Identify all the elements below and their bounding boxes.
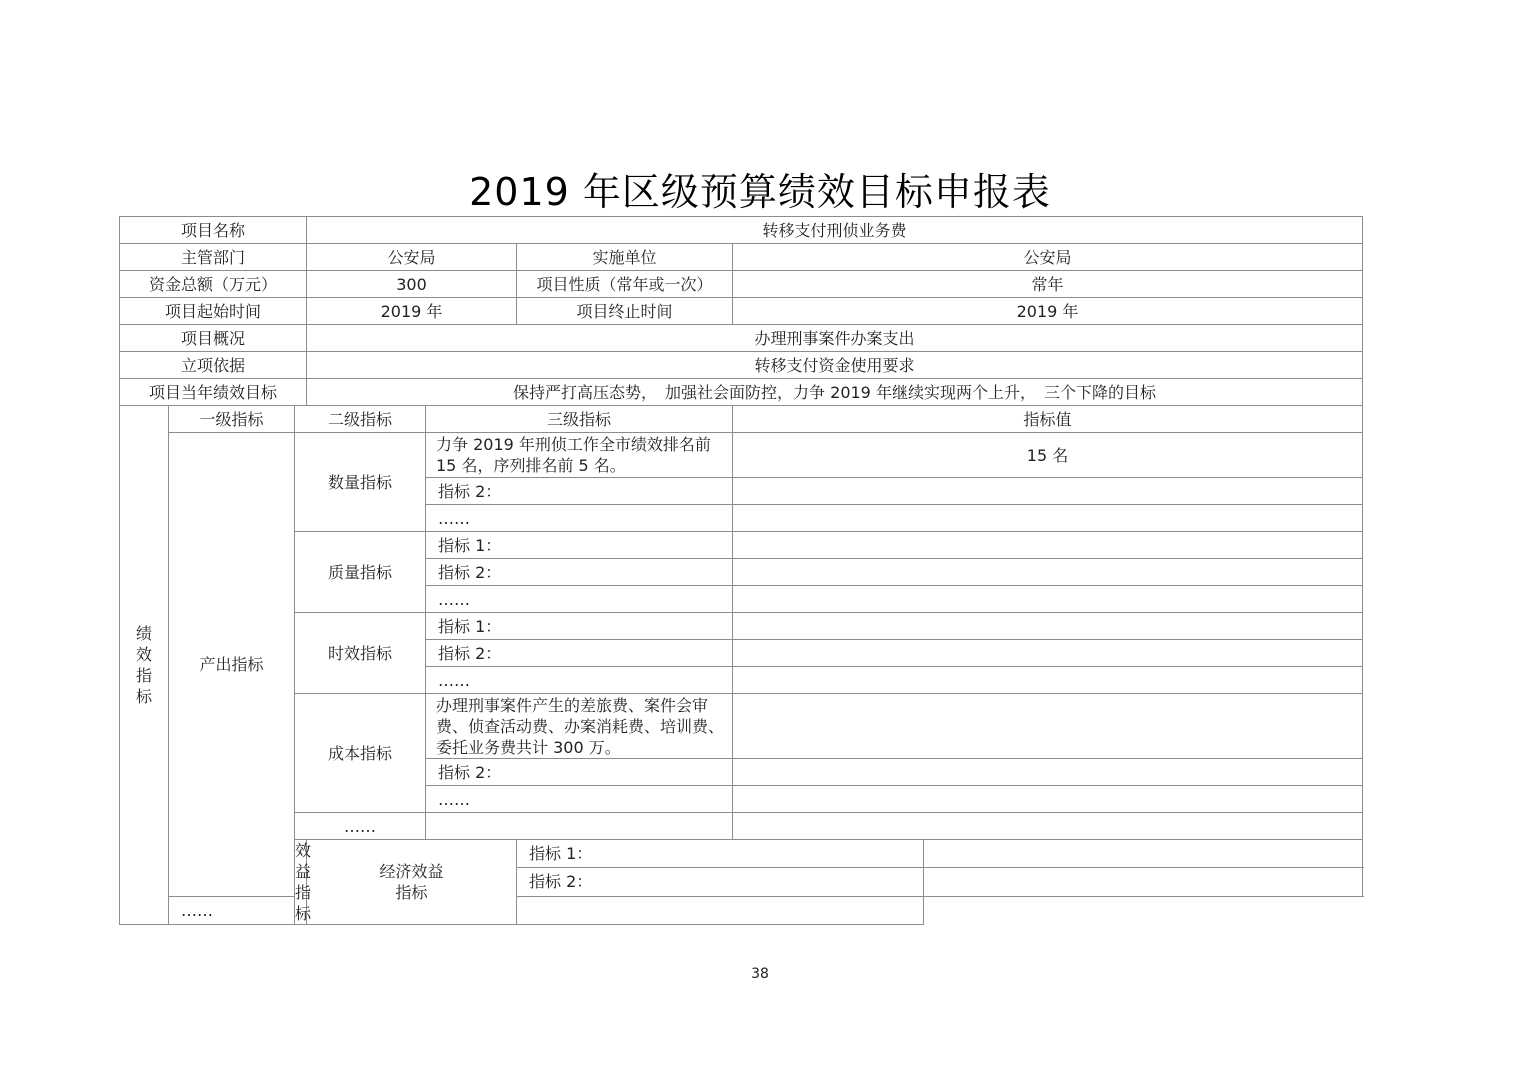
cost-item-2-value bbox=[733, 759, 1363, 786]
timeliness-item-2-value bbox=[733, 640, 1363, 667]
quality-item-1-value bbox=[733, 532, 1363, 559]
output-more-item bbox=[426, 813, 733, 840]
economic-item-1: 指标 1： bbox=[517, 840, 924, 868]
funds-value: 300 bbox=[307, 271, 517, 298]
economic-item-more: …… bbox=[169, 896, 307, 924]
benefit-indicator-label: 效益指标 bbox=[295, 841, 312, 923]
header-level1: 一级指标 bbox=[169, 406, 295, 433]
basis-value: 转移支付资金使用要求 bbox=[307, 352, 1363, 379]
overview-value: 办理刑事案件办案支出 bbox=[307, 325, 1363, 352]
overview-label: 项目概况 bbox=[120, 325, 307, 352]
cost-item-2: 指标 2： bbox=[426, 759, 733, 786]
project-name-label: 项目名称 bbox=[120, 217, 307, 244]
timeliness-item-2: 指标 2： bbox=[426, 640, 733, 667]
budget-form-table bbox=[119, 216, 1363, 925]
row-funds bbox=[120, 271, 1363, 298]
goal-label: 项目当年绩效目标 bbox=[120, 379, 307, 406]
unit-label: 实施单位 bbox=[517, 244, 733, 271]
row-quantity-1 bbox=[120, 433, 1363, 478]
row-goal bbox=[120, 379, 1363, 406]
row-quality-1 bbox=[120, 532, 1363, 559]
timeliness-item-1-value bbox=[733, 613, 1363, 640]
form-title: 2019 年区级预算绩效目标申报表 bbox=[469, 170, 1051, 214]
economic-item-1-value bbox=[924, 840, 1363, 868]
row-indicator-headers bbox=[120, 406, 1363, 433]
cost-item-more-value bbox=[733, 786, 1363, 813]
section-char-1: 绩 bbox=[135, 624, 152, 643]
timeliness-item-more: …… bbox=[426, 667, 733, 694]
cost-item-1-value bbox=[733, 694, 1363, 759]
cost-item-more: …… bbox=[426, 786, 733, 813]
funds-label: 资金总额（万元） bbox=[120, 271, 307, 298]
goal-value: 保持严打高压态势， 加强社会面防控，力争 2019 年继续实现两个上升， 三个下降的目标 bbox=[307, 379, 1363, 406]
quality-item-2-value bbox=[733, 559, 1363, 586]
row-project-name bbox=[120, 217, 1363, 244]
row-overview bbox=[120, 325, 1363, 352]
quantity-item-1: 力争 2019 年刑侦工作全市绩效排名前 15 名，序列排名前 5 名。 bbox=[426, 433, 733, 478]
section-char-2: 效 bbox=[135, 645, 152, 664]
section-char-4: 标 bbox=[135, 687, 152, 706]
quantity-item-more: …… bbox=[426, 505, 733, 532]
economic-label-line-2: 指标 bbox=[395, 883, 428, 902]
timeliness-item-1: 指标 1： bbox=[426, 613, 733, 640]
row-cost-1 bbox=[120, 694, 1363, 759]
economic-item-more-value bbox=[517, 896, 924, 924]
row-period bbox=[120, 298, 1363, 325]
row-economic-1 bbox=[120, 840, 1363, 868]
quantity-item-1-value: 15 名 bbox=[733, 433, 1363, 478]
page-number: 38 bbox=[751, 966, 769, 982]
row-timeliness-1 bbox=[120, 613, 1363, 640]
basis-label: 立项依据 bbox=[120, 352, 307, 379]
quantity-item-2-value bbox=[733, 478, 1363, 505]
dept-label: 主管部门 bbox=[120, 244, 307, 271]
quality-item-2: 指标 2： bbox=[426, 559, 733, 586]
quality-item-more-value bbox=[733, 586, 1363, 613]
project-name-value: 转移支付刑侦业务费 bbox=[307, 217, 1363, 244]
economic-item-2-value bbox=[924, 868, 1363, 896]
section-char-3: 指 bbox=[135, 666, 152, 685]
end-label: 项目终止时间 bbox=[517, 298, 733, 325]
quantity-item-2: 指标 2： bbox=[426, 478, 733, 505]
unit-value: 公安局 bbox=[733, 244, 1363, 271]
quantity-indicator-label: 数量指标 bbox=[295, 433, 426, 532]
nature-label: 项目性质（常年或一次） bbox=[517, 271, 733, 298]
row-basis bbox=[120, 352, 1363, 379]
header-level3: 三级指标 bbox=[426, 406, 733, 433]
header-value: 指标值 bbox=[733, 406, 1363, 433]
cost-item-1: 办理刑事案件产生的差旅费、案件会审费、侦查活动费、办案消耗费、培训费、委托业务费共计 300 万。 bbox=[426, 694, 733, 759]
quality-item-more: …… bbox=[426, 586, 733, 613]
timeliness-item-more-value bbox=[733, 667, 1363, 694]
performance-indicator-section bbox=[120, 406, 169, 925]
economic-benefit-label bbox=[307, 840, 517, 925]
start-value: 2019 年 bbox=[307, 298, 517, 325]
output-more-value bbox=[733, 813, 1363, 840]
economic-label-line-1: 经济效益 bbox=[379, 862, 444, 881]
output-more-label: …… bbox=[295, 813, 426, 840]
nature-value: 常年 bbox=[733, 271, 1363, 298]
quality-indicator-label: 质量指标 bbox=[295, 532, 426, 613]
output-indicator-label: 产出指标 bbox=[169, 433, 295, 897]
quantity-item-more-value bbox=[733, 505, 1363, 532]
quality-item-1: 指标 1： bbox=[426, 532, 733, 559]
start-label: 项目起始时间 bbox=[120, 298, 307, 325]
row-dept bbox=[120, 244, 1363, 271]
dept-value: 公安局 bbox=[307, 244, 517, 271]
row-output-more bbox=[120, 813, 1363, 840]
timeliness-indicator-label: 时效指标 bbox=[295, 613, 426, 694]
economic-item-2: 指标 2： bbox=[517, 868, 924, 896]
header-level2: 二级指标 bbox=[295, 406, 426, 433]
end-value: 2019 年 bbox=[733, 298, 1363, 325]
cost-indicator-label: 成本指标 bbox=[295, 694, 426, 813]
